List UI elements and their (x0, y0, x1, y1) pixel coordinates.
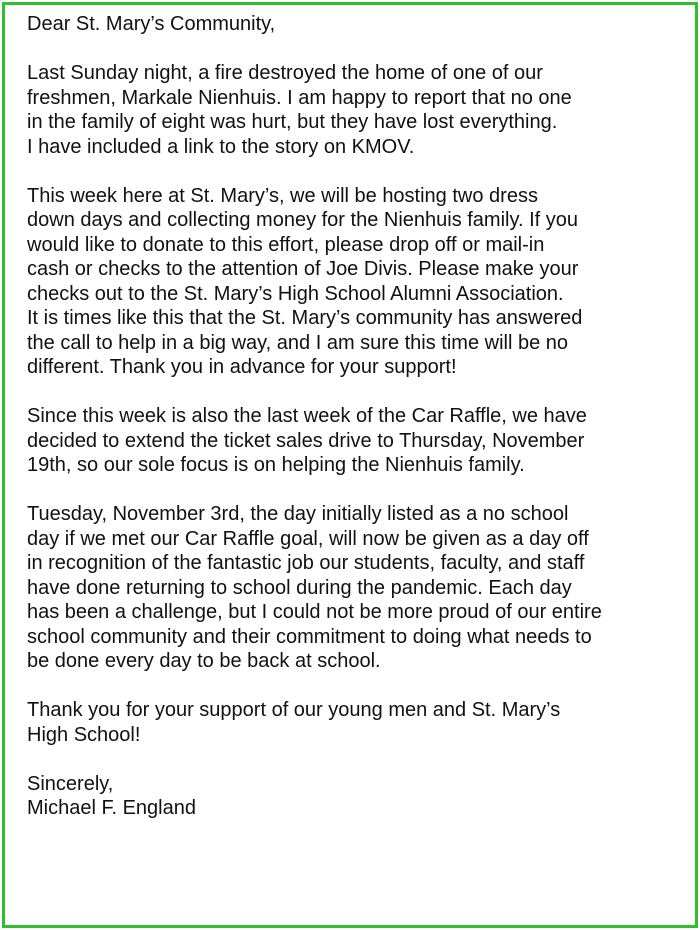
paragraph-day-off (27, 502, 687, 674)
paragraph-fire-news (27, 61, 687, 159)
paragraph-car-raffle (27, 404, 687, 478)
text-line: in recognition of the fantastic job our students, faculty, and staff (27, 552, 585, 574)
text-line: Tuesday, November 3rd, the day initially listed as a no school (27, 503, 569, 525)
text-line: down days and collecting money for the Nienhuis family. If you (27, 209, 579, 231)
letter-body (27, 12, 687, 821)
text-line: It is times like this that the St. Mary’s community has answered (27, 307, 583, 329)
text-line: be done every day to be back at school. (27, 650, 381, 672)
text-line: checks out to the St. Mary’s High School Alumni Association. (27, 282, 564, 305)
text-line: Since this week is also the last week of the Car Raffle, we have (27, 405, 587, 427)
text-line: the call to help in a big way, and I am sure this time will be no (27, 331, 569, 354)
paragraph-gap (27, 747, 687, 772)
text-line: High School! (27, 723, 141, 746)
signature-name: Michael F. England (27, 797, 196, 819)
salutation (27, 12, 687, 37)
paragraph-gap (27, 674, 687, 699)
text-line: would like to donate to this effort, please drop off or mail-in (27, 233, 545, 256)
paragraph-gap (27, 37, 687, 62)
paragraph-gap (27, 159, 687, 184)
text-line: different. Thank you in advance for your support! (27, 356, 457, 378)
paragraph-gap (27, 478, 687, 503)
text-line: Last Sunday night, a fire destroyed the home of one of our (27, 62, 543, 84)
text-line: Thank you for your support of our young men and St. Mary’s (27, 699, 561, 721)
text-line: have done returning to school during the pandemic. Each day (27, 576, 572, 599)
sign-off (27, 772, 687, 821)
salutation-line: Dear St. Mary’s Community, (27, 13, 276, 35)
text-line: in the family of eight was hurt, but they have lost everything. (27, 111, 558, 133)
text-line: cash or checks to the attention of Joe Divis. Please make your (27, 258, 579, 280)
text-line: day if we met our Car Raffle goal, will now be given as a day off (27, 527, 589, 550)
text-line: has been a challenge, but I could not be more proud of our entire (27, 601, 602, 623)
text-line: freshmen, Markale Nienhuis. I am happy to report that no one (27, 86, 572, 109)
text-line: I have included a link to the story on KMOV. (27, 135, 415, 158)
text-line: This week here at St. Mary’s, we will be hosting two dress (27, 184, 538, 207)
closing: Sincerely, (27, 772, 114, 795)
text-line: decided to extend the ticket sales drive to Thursday, November (27, 429, 585, 452)
text-line: 19th, so our sole focus is on helping the Nienhuis family. (27, 454, 525, 476)
text-line: school community and their commitment to doing what needs to (27, 625, 592, 648)
paragraph-donations (27, 184, 687, 380)
paragraph-gap (27, 380, 687, 405)
paragraph-thanks (27, 698, 687, 747)
